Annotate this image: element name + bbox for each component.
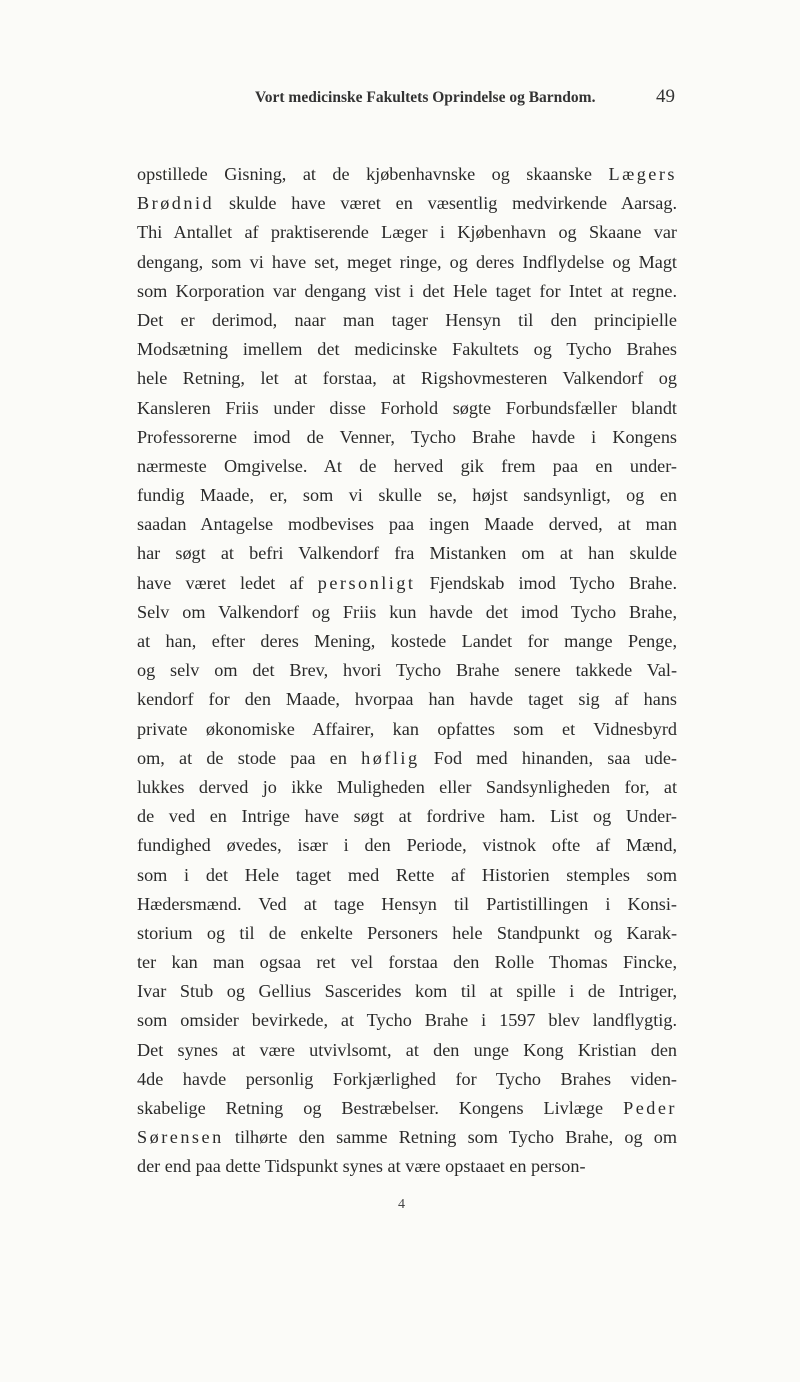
- line-text: Modsætning imellem det medicinske Fakultets og Tycho Brahes: [137, 339, 677, 360]
- text-line: [137, 802, 677, 831]
- text-line: [137, 423, 677, 452]
- line-text: som omsider bevirkede, at Tycho Brahe i 1597 blev landflygtig.: [137, 1010, 677, 1031]
- text-line: [137, 1036, 677, 1065]
- text-line: [137, 481, 677, 510]
- text-line: [137, 248, 677, 277]
- text-line: [137, 656, 677, 685]
- text-line: [137, 189, 677, 218]
- line-text: og selv om det Brev, hvori Tycho Brahe senere takkede Val-: [137, 660, 677, 681]
- line-text: Kansleren Friis under disse Forhold søgte Forbundsfæller blandt: [137, 397, 677, 418]
- text-line: [137, 510, 677, 539]
- text-line: [137, 306, 677, 335]
- text-line: [137, 627, 677, 656]
- line-text: kendorf for den Maade, hvorpaa han havde taget sig af hans: [137, 689, 677, 710]
- text-line: [137, 1094, 677, 1123]
- text-line: [137, 685, 677, 714]
- line-text: Selv om Valkendorf og Friis kun havde det imod Tycho Brahe,: [137, 601, 677, 622]
- text-line: [137, 539, 677, 568]
- line-text: opstillede Gisning, at de kjøbenhavnske og skaanske: [137, 164, 609, 184]
- text-line: [137, 948, 677, 977]
- line-text: have været ledet af: [137, 572, 318, 593]
- spaced-emphasis: høflig: [361, 747, 420, 768]
- line-text: Det synes at være utvivlsomt, at den unge Kong Kristian den: [137, 1039, 677, 1060]
- line-text: ter kan man ogsaa ret vel forstaa den Rolle Thomas Fincke,: [137, 952, 677, 973]
- spaced-emphasis: Sørensen: [137, 1127, 224, 1148]
- line-text: tilhørte den samme Retning som Tycho Brahe, og om: [223, 1127, 677, 1148]
- text-line: [137, 1123, 677, 1152]
- line-text: 4de havde personlig Forkjærlighed for Tycho Brahes viden-: [137, 1068, 677, 1089]
- running-title: Vort medicinske Fakultets Oprindelse og Barndom.: [255, 89, 596, 106]
- line-text: saadan Antagelse modbevises paa ingen Maade derved, at man: [137, 514, 677, 535]
- line-text: om, at de stode paa en: [137, 747, 362, 768]
- line-text: skulde have været en væsentlig medvirkende Aarsag.: [214, 193, 677, 214]
- text-line: [137, 1065, 677, 1094]
- line-text: Professorerne imod de Venner, Tycho Brahe havde i Kongens: [137, 426, 677, 447]
- line-text: fundig Maade, er, som vi skulle se, højst sandsynligt, og en: [137, 485, 677, 506]
- line-text: skabelige Retning og Bestræbelser. Kongens Livlæge: [137, 1098, 624, 1118]
- line-text: har søgt at befri Valkendorf fra Mistanken om at han skulde: [137, 543, 677, 564]
- text-line: [137, 335, 677, 364]
- line-text: lukkes derved jo ikke Muligheden eller Sandsynligheden for, at: [137, 776, 677, 797]
- body-text: [137, 160, 677, 1182]
- text-line: [137, 919, 677, 948]
- text-line: [137, 890, 677, 919]
- text-line: [137, 394, 677, 423]
- spaced-emphasis: Lægers: [608, 164, 677, 184]
- text-line: [137, 160, 677, 189]
- line-text: Thi Antallet af praktiserende Læger i Kjøbenhavn og Skaane var: [137, 222, 677, 243]
- text-line: [137, 218, 677, 247]
- line-text: der end paa dette Tidspunkt synes at være opstaaet en person-: [137, 1156, 586, 1177]
- spaced-emphasis: personligt: [317, 572, 416, 593]
- text-line: [137, 452, 677, 481]
- line-text: hele Retning, let at forstaa, at Rigshovmesteren Valkendorf og: [137, 368, 677, 389]
- text-line: [137, 861, 677, 890]
- spaced-emphasis: Peder: [623, 1098, 677, 1118]
- line-text: private økonomiske Affairer, kan opfattes som et Vidnesbyrd: [137, 718, 677, 739]
- line-text: dengang, som vi have set, meget ringe, og deres Indflydelse og Magt: [137, 251, 677, 272]
- line-text: Ivar Stub og Gellius Sascerides kom til at spille i de Intriger,: [137, 981, 677, 1002]
- line-text: fundighed øvedes, især i den Periode, vistnok ofte af Mænd,: [137, 835, 677, 856]
- text-line: [137, 831, 677, 860]
- spaced-emphasis: Brødnid: [137, 193, 215, 214]
- running-header: [255, 86, 675, 108]
- text-line: [137, 773, 677, 802]
- line-text: storium og til de enkelte Personers hele Standpunkt og Karak-: [137, 922, 677, 943]
- text-line: [137, 977, 677, 1006]
- text-line: [137, 569, 677, 598]
- line-text: som i det Hele taget med Rette af Historien stemples som: [137, 864, 677, 885]
- text-line: [137, 598, 677, 627]
- line-text: Det er derimod, naar man tager Hensyn til den principielle: [137, 309, 677, 330]
- line-text: Hædersmænd. Ved at tage Hensyn til Partistillingen i Konsi-: [137, 893, 677, 914]
- line-text: som Korporation var dengang vist i det Hele taget for Intet at regne.: [137, 280, 677, 301]
- page-number: 49: [656, 86, 675, 107]
- text-line: [137, 277, 677, 306]
- signature-mark: 4: [398, 1197, 405, 1212]
- text-line: [137, 364, 677, 393]
- line-text: nærmeste Omgivelse. At de herved gik frem paa en under-: [137, 455, 677, 476]
- line-text: at han, efter deres Mening, kostede Landet for mange Penge,: [137, 631, 677, 651]
- text-line: [137, 1152, 677, 1181]
- line-text: Fod med hinanden, saa ude-: [419, 747, 677, 768]
- text-line: [137, 744, 677, 773]
- text-line: [137, 1006, 677, 1035]
- line-text: Fjendskab imod Tycho Brahe.: [415, 572, 677, 593]
- text-line: [137, 715, 677, 744]
- line-text: de ved en Intrige have søgt at fordrive ham. List og Under-: [137, 806, 677, 827]
